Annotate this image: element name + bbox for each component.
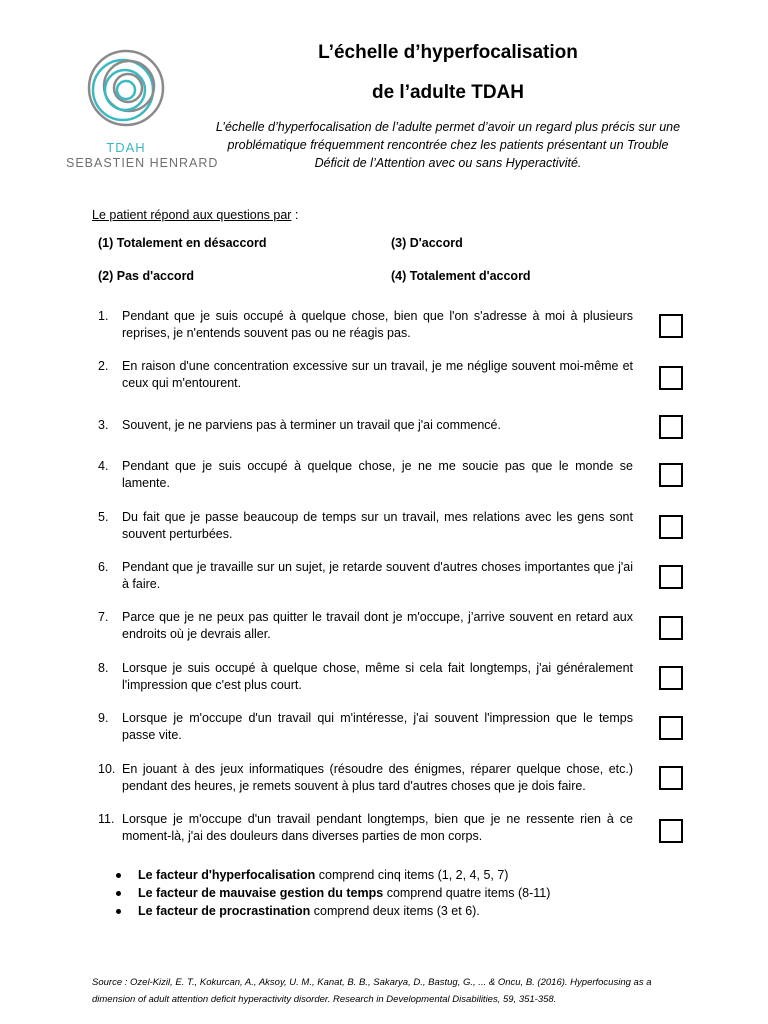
- answer-checkbox[interactable]: [659, 515, 683, 539]
- question-text: Parce que je ne peux pas quitter le travail dont je m'occupe, j’arrive souvent en retard aux endroits où je devrais aller.: [122, 610, 633, 641]
- bullet-icon: [116, 909, 121, 914]
- question-number: 10.: [98, 762, 116, 776]
- factor-list: [112, 866, 550, 920]
- question-text: Lorsque je suis occupé à quelque chose, même si cela fait longtemps, j'ai généralement l'impression que c'est plus court.: [122, 661, 633, 692]
- question-text: En raison d'une concentration excessive sur un travail, je me néglige souvent moi-même et ceux qui m'entourent.: [122, 359, 633, 390]
- question-number: 3.: [98, 418, 109, 432]
- question-number: 8.: [98, 661, 109, 675]
- question-number: 4.: [98, 459, 109, 473]
- answer-checkbox[interactable]: [659, 666, 683, 690]
- bullet-icon: [116, 873, 121, 878]
- factor-name: Le facteur de mauvaise gestion du temps: [138, 886, 384, 900]
- scale-option-4: (4) Totalement d'accord: [391, 269, 531, 283]
- scale-option-1: (1) Totalement en désaccord: [98, 236, 267, 250]
- bullet-icon: [116, 891, 121, 896]
- factor-name: Le facteur de procrastination: [138, 904, 311, 918]
- answer-checkbox[interactable]: [659, 766, 683, 790]
- question-number: 11.: [98, 812, 115, 826]
- source-citation: Source : Ozel-Kizil, E. T., Kokurcan, A., Aksoy, U. M., Kanat, B. B., Sakarya, D., Bastug, G., ... & Oncu, B. (2016). Hyperfocusing as a dimension of adult attention deficit hyperactivity disorder. Research in Developmental Disabilities, 59, 351-358.: [92, 977, 652, 1005]
- scale-option-3: (3) D'accord: [391, 236, 463, 250]
- factor-description: comprend deux items (3 et 6).: [310, 904, 480, 918]
- question-number: 2.: [98, 359, 109, 373]
- page-title-line1: L’échelle d’hyperfocalisation: [318, 42, 578, 63]
- answer-prompt-text: Le patient répond aux questions par: [92, 208, 292, 222]
- question-text: Pendant que je suis occupé à quelque chose, je ne me soucie pas que le monde se lamente.: [122, 459, 633, 490]
- question-text: Pendant que je travaille sur un sujet, je retarde souvent d'autres choses importantes que j'ai à faire.: [122, 560, 633, 591]
- answer-checkbox[interactable]: [659, 366, 683, 390]
- answer-checkbox[interactable]: [659, 463, 683, 487]
- factor-description: comprend quatre items (8-11): [383, 886, 551, 900]
- question-number: 7.: [98, 610, 109, 624]
- answer-prompt-colon: :: [291, 208, 299, 222]
- answer-checkbox[interactable]: [659, 415, 683, 439]
- question-text: Lorsque je m'occupe d'un travail qui m'intéresse, j'ai souvent l'impression que le temps passe vite.: [122, 711, 633, 742]
- question-text: Lorsque je m'occupe d'un travail pendant longtemps, bien que je ne ressente rien à ce moment-là, j'ai des douleurs dans diverses parties de mon corps.: [122, 812, 633, 843]
- question-text: Pendant que je suis occupé à quelque chose, bien que l'on s'adresse à moi à plusieurs reprises, je n'entends souvent pas ou ne réagis pas.: [122, 309, 633, 340]
- question-text: En jouant à des jeux informatiques (résoudre des énigmes, réparer quelque chose, etc.) pendant des heures, je remets souvent à plus tard d'autres choses que je dois faire.: [122, 762, 633, 793]
- factor-name: Le facteur d'hyperfocalisation: [138, 868, 316, 882]
- answer-checkbox[interactable]: [659, 819, 683, 843]
- scale-option-2: (2) Pas d'accord: [98, 269, 195, 283]
- answer-checkbox[interactable]: [659, 716, 683, 740]
- factor-item: [112, 902, 550, 920]
- intro-text: L’échelle d’hyperfocalisation de l’adulte permet d’avoir un regard plus précis sur une problématique fréquemment rencontrée chez les patients présentant un Trouble Déficit de l’Attention avec ou sans Hyperactivité.: [215, 120, 681, 170]
- factor-item: [112, 866, 550, 884]
- factor-description: comprend cinq items (1, 2, 4, 5, 7): [315, 868, 509, 882]
- factor-item: [112, 884, 550, 902]
- logo-text-tdah: TDAH: [106, 140, 146, 155]
- answer-checkbox[interactable]: [659, 314, 683, 338]
- page-title-line2: de l’adulte TDAH: [371, 82, 524, 103]
- answer-checkbox[interactable]: [659, 565, 683, 589]
- question-number: 5.: [98, 510, 109, 524]
- question-text: Du fait que je passe beaucoup de temps sur un travail, mes relations avec les gens sont souvent perturbées.: [122, 510, 633, 541]
- logo: [66, 46, 219, 176]
- question-number: 9.: [98, 711, 109, 725]
- logo-circles-icon: [86, 46, 166, 136]
- answer-checkbox[interactable]: [659, 616, 683, 640]
- question-number: 6.: [98, 560, 109, 574]
- question-text: Souvent, je ne parviens pas à terminer un travail que j'ai commencé.: [122, 418, 501, 432]
- logo-text-name: SEBASTIEN HENRARD: [66, 156, 219, 170]
- answer-prompt: [92, 208, 298, 222]
- question-number: 1.: [98, 309, 109, 323]
